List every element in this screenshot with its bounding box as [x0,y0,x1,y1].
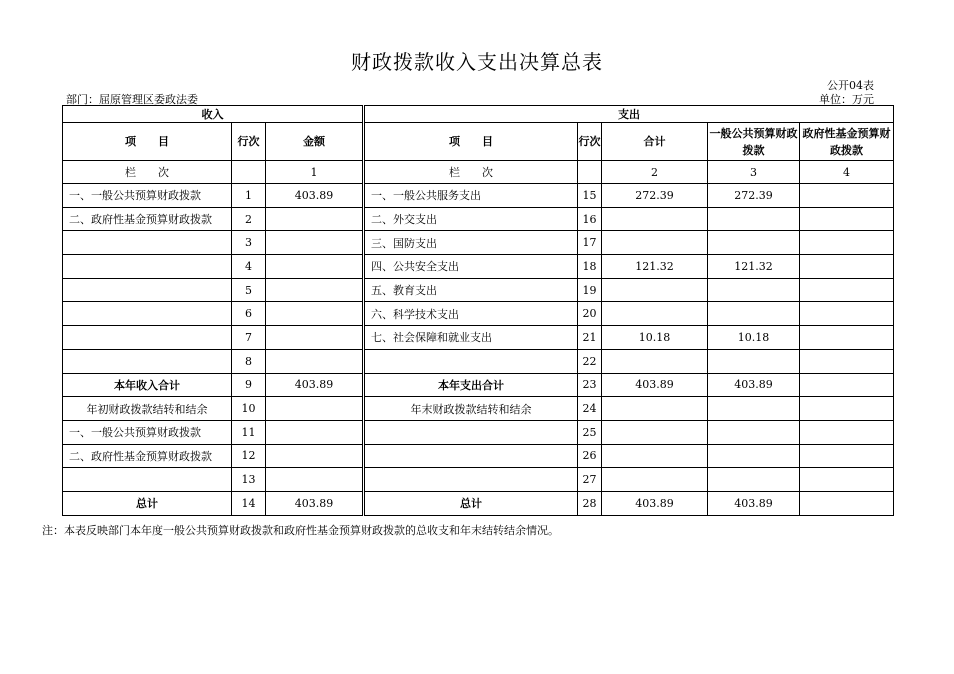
expense-fund-cell [800,278,894,302]
income-column-label: 栏 次 [63,161,232,184]
income-line-cell: 14 [232,491,266,515]
expense-section-header: 支出 [364,106,894,123]
income-line-cell: 13 [232,468,266,492]
expense-fund-cell [800,349,894,373]
table-row [63,491,894,515]
expense-item-cell: 一、一般公共服务支出 [364,184,578,208]
income-amount-cell: 403.89 [266,373,364,397]
expense-total-cell: 272.39 [602,184,708,208]
expense-line-cell: 27 [578,468,602,492]
income-item-cell: 二、政府性基金预算财政拨款 [63,207,232,231]
table-row [63,397,894,421]
expense-line-cell: 15 [578,184,602,208]
income-line-cell: 6 [232,302,266,326]
income-amount-cell [266,420,364,444]
table-row [63,444,894,468]
expense-total-cell [602,349,708,373]
expense-line-header: 行次 [578,123,602,161]
income-item-header: 项 目 [63,123,232,161]
expense-total-cell: 403.89 [602,491,708,515]
expense-general-cell: 403.89 [708,491,800,515]
income-line-cell: 7 [232,326,266,350]
expense-general-cell [708,397,800,421]
income-line-cell: 3 [232,231,266,255]
expense-fund-cell [800,373,894,397]
expense-general-header: 一般公共预算财政拨款 [708,123,800,161]
table-row [63,468,894,492]
expense-fund-cell [800,397,894,421]
expense-line-cell: 28 [578,491,602,515]
income-item-cell [63,231,232,255]
table-row [63,420,894,444]
income-amount-cell [266,468,364,492]
table-row [63,278,894,302]
expense-item-cell: 五、教育支出 [364,278,578,302]
table-row [63,302,894,326]
expense-line-blank [578,161,602,184]
table-row [63,255,894,279]
table-row [63,184,894,208]
expense-fund-cell [800,420,894,444]
column-number-row [63,161,894,184]
income-amount-cell [266,349,364,373]
expense-total-cell [602,420,708,444]
expense-general-cell [708,444,800,468]
expense-general-cell: 403.89 [708,373,800,397]
expense-general-cell: 121.32 [708,255,800,279]
income-amount-cell [266,255,364,279]
income-item-cell: 总计 [63,491,232,515]
expense-item-header: 项 目 [364,123,578,161]
expense-fund-cell [800,255,894,279]
expense-total-cell: 403.89 [602,373,708,397]
income-amount-cell [266,302,364,326]
expense-general-cell: 10.18 [708,326,800,350]
expense-total-cell [602,302,708,326]
expense-fund-cell [800,231,894,255]
income-amount-cell [266,231,364,255]
expense-total-cell [602,231,708,255]
expense-total-cell [602,397,708,421]
expense-total-cell: 121.32 [602,255,708,279]
expense-fund-cell [800,184,894,208]
income-item-cell: 一、一般公共预算财政拨款 [63,420,232,444]
expense-fund-cell [800,326,894,350]
expense-column-label: 栏 次 [364,161,578,184]
expense-item-cell: 三、国防支出 [364,231,578,255]
expense-fund-cell [800,491,894,515]
expense-fund-cell [800,302,894,326]
income-line-cell: 5 [232,278,266,302]
income-section-header: 收入 [63,106,364,123]
income-item-cell [63,302,232,326]
expense-fund-cell [800,468,894,492]
income-amount-cell [266,397,364,421]
expense-fund-cell [800,207,894,231]
table-row [63,326,894,350]
income-item-cell [63,278,232,302]
expense-item-cell [364,444,578,468]
expense-item-cell: 四、公共安全支出 [364,255,578,279]
income-amount-column-no: 1 [266,161,364,184]
income-amount-cell [266,326,364,350]
income-line-header: 行次 [232,123,266,161]
expense-total-cell: 10.18 [602,326,708,350]
finance-summary-table [62,105,894,516]
income-line-cell: 8 [232,349,266,373]
income-item-cell [63,255,232,279]
expense-line-cell: 18 [578,255,602,279]
expense-total-cell [602,278,708,302]
expense-item-cell [364,349,578,373]
income-amount-cell [266,278,364,302]
expense-general-cell [708,231,800,255]
expense-general-cell: 272.39 [708,184,800,208]
expense-total-header: 合计 [602,123,708,161]
income-item-cell [63,468,232,492]
expense-line-cell: 24 [578,397,602,421]
expense-total-cell [602,468,708,492]
expense-total-cell [602,444,708,468]
income-amount-cell: 403.89 [266,491,364,515]
expense-item-cell: 七、社会保障和就业支出 [364,326,578,350]
income-item-cell: 本年收入合计 [63,373,232,397]
expense-general-cell [708,278,800,302]
expense-line-cell: 23 [578,373,602,397]
expense-line-cell: 25 [578,420,602,444]
expense-total-column-no: 2 [602,161,708,184]
income-item-cell: 年初财政拨款结转和结余 [63,397,232,421]
income-item-cell: 一、一般公共预算财政拨款 [63,184,232,208]
expense-general-cell [708,468,800,492]
column-header-row [63,123,894,161]
form-number: 公开04表 [827,79,874,92]
expense-fund-cell [800,444,894,468]
expense-general-cell [708,349,800,373]
income-line-cell: 11 [232,420,266,444]
expense-line-cell: 20 [578,302,602,326]
income-item-cell [63,349,232,373]
income-amount-cell [266,207,364,231]
table-row [63,231,894,255]
section-header-row [63,106,894,123]
expense-general-cell [708,207,800,231]
department-label: 部门：屈原管理区委政法委 [66,93,198,106]
expense-line-cell: 19 [578,278,602,302]
income-amount-header: 金额 [266,123,364,161]
expense-item-cell: 二、外交支出 [364,207,578,231]
expense-line-cell: 16 [578,207,602,231]
unit-label: 单位：万元 [819,93,874,106]
income-amount-cell: 403.89 [266,184,364,208]
expense-fund-header: 政府性基金预算财政拨款 [800,123,894,161]
income-line-cell: 9 [232,373,266,397]
table-row [63,349,894,373]
table-footnote: 注：本表反映部门本年度一般公共预算财政拨款和政府性基金预算财政拨款的总收支和年末结转结余情况。 [42,524,559,537]
expense-fund-column-no: 4 [800,161,894,184]
income-line-cell: 4 [232,255,266,279]
income-line-cell: 12 [232,444,266,468]
expense-line-cell: 22 [578,349,602,373]
expense-line-cell: 26 [578,444,602,468]
expense-line-cell: 17 [578,231,602,255]
income-line-cell: 1 [232,184,266,208]
expense-total-cell [602,207,708,231]
expense-general-column-no: 3 [708,161,800,184]
expense-item-cell: 年末财政拨款结转和结余 [364,397,578,421]
income-item-cell [63,326,232,350]
expense-item-cell: 总计 [364,491,578,515]
income-amount-cell [266,444,364,468]
expense-item-cell: 六、科学技术支出 [364,302,578,326]
expense-item-cell [364,468,578,492]
table-row [63,373,894,397]
income-item-cell: 二、政府性基金预算财政拨款 [63,444,232,468]
table-row [63,207,894,231]
income-line-cell: 10 [232,397,266,421]
expense-general-cell [708,420,800,444]
expense-general-cell [708,302,800,326]
income-line-cell: 2 [232,207,266,231]
income-line-blank [232,161,266,184]
expense-line-cell: 21 [578,326,602,350]
expense-item-cell: 本年支出合计 [364,373,578,397]
expense-item-cell [364,420,578,444]
document-title: 财政拨款收入支出决算总表 [351,50,603,74]
